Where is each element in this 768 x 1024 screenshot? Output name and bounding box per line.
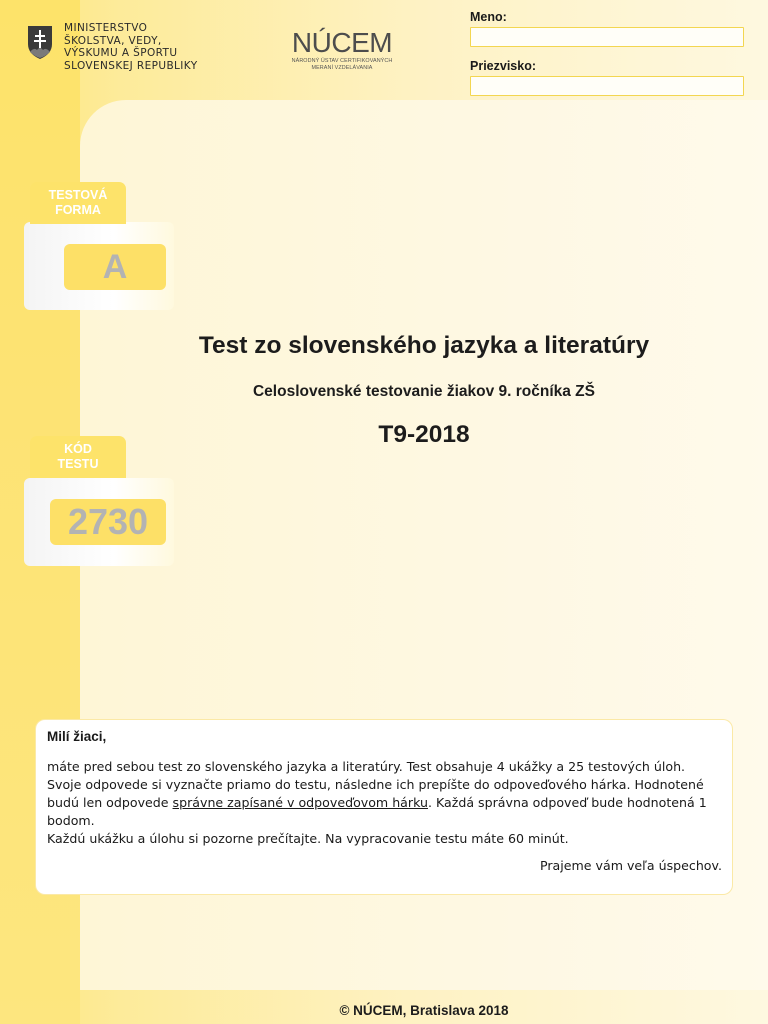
- ministry-name: [64, 22, 198, 72]
- test-form-label-line: TESTOVÁ: [48, 188, 108, 202]
- instructions-text-2: [47, 776, 722, 830]
- test-code-label-line: TESTU: [57, 457, 99, 471]
- surname-field[interactable]: [470, 76, 744, 96]
- ministry-line: VÝSKUMU A ŠPORTU: [64, 47, 178, 59]
- page-title: Test zo slovenského jazyka a literatúry: [198, 332, 650, 359]
- test-code-value: 2730: [50, 499, 166, 545]
- surname-label: Priezvisko:: [470, 59, 537, 73]
- ministry-line: SLOVENSKEJ REPUBLIKY: [64, 59, 198, 72]
- instructions-closing: Prajeme vám veľa úspechov.: [540, 858, 722, 873]
- test-id: T9-2018: [378, 421, 470, 448]
- footer-copyright: © NÚCEM, Bratislava 2018: [339, 1003, 509, 1018]
- test-form-label: [30, 188, 126, 218]
- instructions-text-2-start: Svoje odpovede si vyznačte priamo do testu, následne ich prepíšte do odpoveďového hárka. Hodnotené budú len odpovede: [47, 777, 704, 810]
- test-code-card: [24, 436, 170, 568]
- name-field[interactable]: [470, 27, 744, 47]
- student-name-form: [470, 10, 744, 108]
- test-form-tab: [30, 182, 126, 224]
- test-code-label-line: KÓD: [64, 442, 92, 456]
- test-form-value: A: [64, 244, 166, 290]
- ministry-logo: [26, 22, 198, 72]
- page-subtitle: Celoslovenské testovanie žiakov 9. ročníka ZŠ: [252, 383, 595, 400]
- instructions-text-1: máte pred sebou test zo slovenského jazyka a literatúry. Test obsahuje 4 ukážky a 25 testových úloh.: [47, 759, 686, 774]
- nucem-name: NÚCEM: [291, 27, 393, 58]
- instructions-text-2-end: . Každá správna odpoveď bude hodnotená 1 bodom.: [47, 795, 707, 828]
- instructions-text-3: Každú ukážku a úlohu si pozorne prečítajte. Na vypracovanie testu máte 60 minút.: [47, 831, 569, 846]
- nucem-logo: [282, 28, 402, 71]
- test-form-label-line: FORMA: [55, 203, 101, 217]
- name-label: Meno:: [470, 10, 507, 24]
- nucem-subtitle-line: NÁRODNÝ ÚSTAV CERTIFIKOVANÝCH: [291, 58, 393, 64]
- instructions-greeting: Milí žiaci,: [47, 729, 107, 744]
- slovak-coat-of-arms-icon: [26, 24, 54, 60]
- ministry-line: ŠKOLSTVA, VEDY,: [64, 34, 162, 47]
- instructions-box: [36, 720, 732, 894]
- ministry-line: MINISTERSTVO: [64, 22, 148, 34]
- test-form-card: [24, 182, 170, 312]
- instructions-emphasis: správne zapísané v odpoveďovom hárku: [172, 795, 428, 810]
- nucem-subtitle-line: MERANÍ VZDELÁVANIA: [311, 64, 373, 71]
